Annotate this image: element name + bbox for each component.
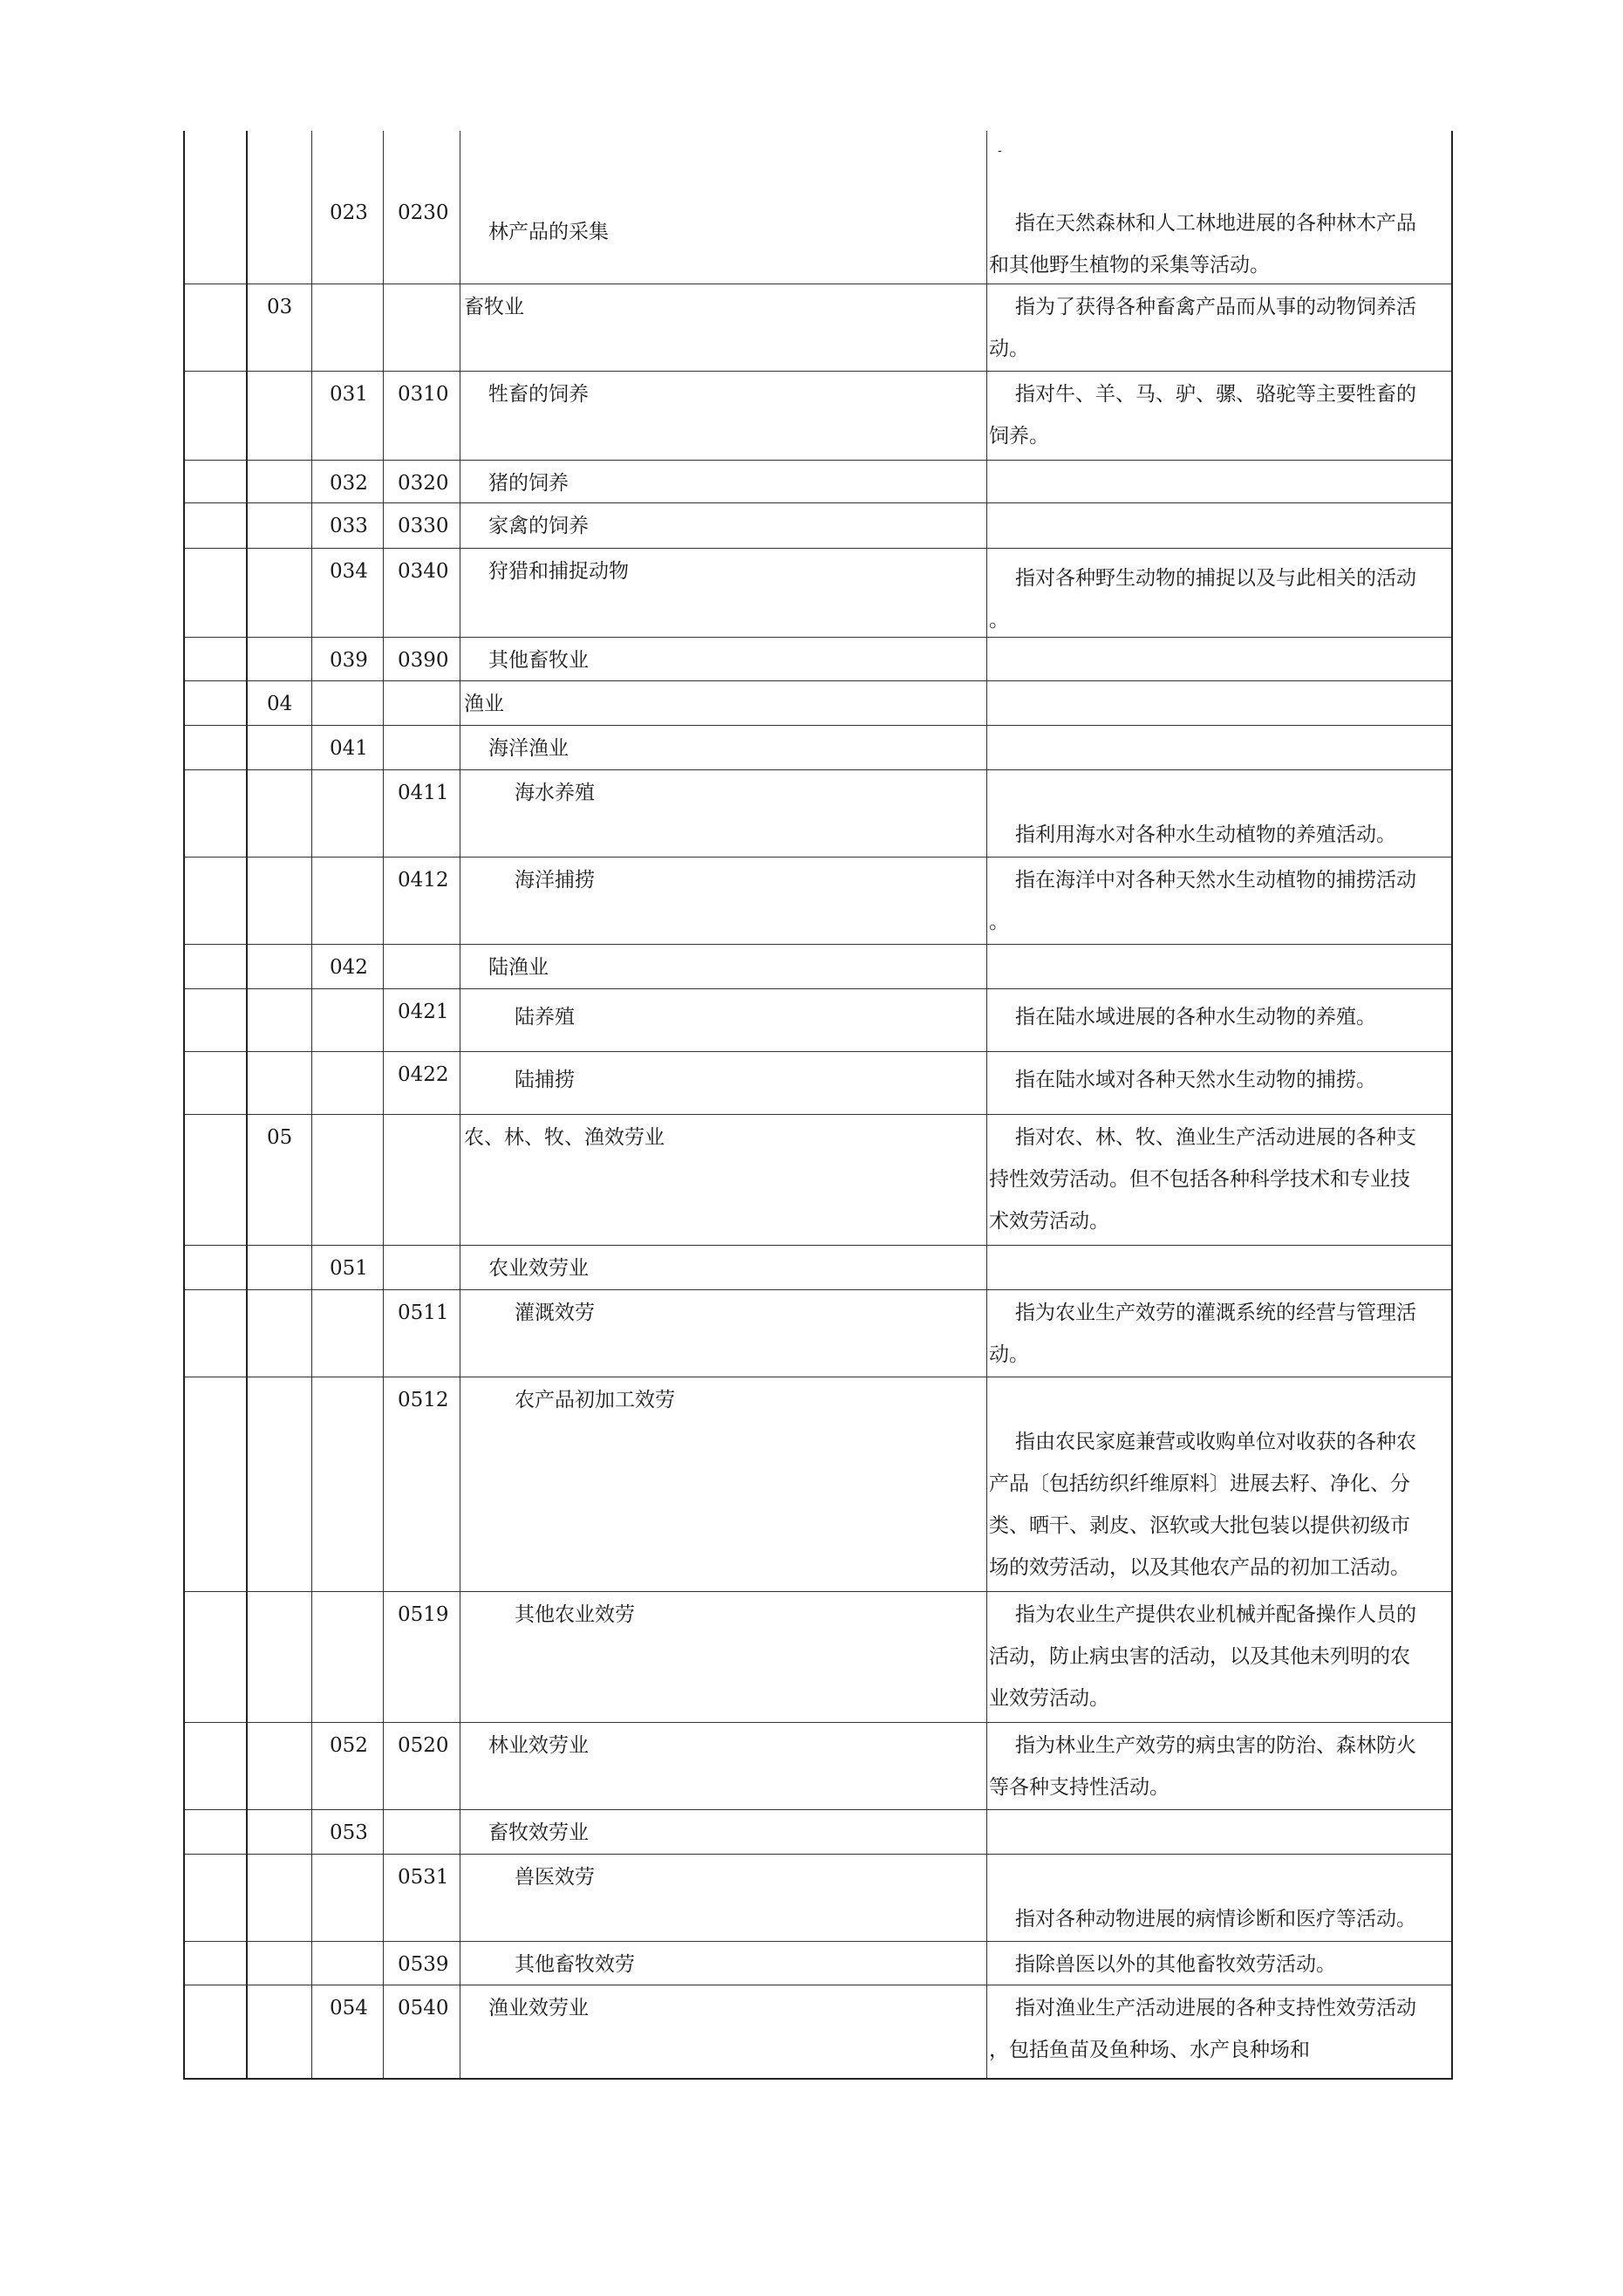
description-cell bbox=[987, 503, 1451, 548]
class-cell bbox=[248, 681, 312, 725]
category-name: 海洋捕捞 bbox=[515, 869, 595, 892]
description-cell bbox=[987, 1246, 1451, 1289]
description-cell bbox=[987, 1115, 1451, 1245]
description-line: 动。 bbox=[989, 338, 1029, 360]
door-cell bbox=[185, 638, 248, 680]
door-cell bbox=[185, 461, 248, 502]
category-name: 陆渔业 bbox=[488, 956, 549, 979]
major-cell bbox=[312, 461, 384, 502]
major-cell bbox=[312, 770, 384, 857]
class-cell bbox=[248, 1942, 312, 1985]
minor-cell bbox=[384, 284, 460, 371]
table-row bbox=[185, 284, 1451, 371]
class-cell bbox=[248, 1246, 312, 1289]
name-cell bbox=[460, 1985, 987, 2078]
table-row bbox=[185, 131, 1451, 284]
category-name: 猪的饲养 bbox=[488, 472, 569, 495]
name-cell bbox=[460, 284, 987, 371]
description-line: 指在陆水域对各种天然水生动物的捕捞。 bbox=[1015, 1069, 1376, 1091]
class-cell bbox=[248, 858, 312, 944]
class-cell bbox=[248, 503, 312, 548]
minor-cell bbox=[384, 1377, 460, 1591]
class-cell bbox=[248, 549, 312, 637]
class-cell bbox=[248, 1810, 312, 1854]
minor-code: 0511 bbox=[398, 1302, 449, 1324]
table-row bbox=[185, 769, 1451, 857]
description-line bbox=[989, 1856, 1448, 1898]
category-name: 林业效劳业 bbox=[488, 1734, 589, 1757]
minor-code: 0390 bbox=[398, 649, 449, 672]
minor-code: 0512 bbox=[398, 1389, 449, 1411]
door-cell bbox=[185, 1810, 248, 1854]
minor-code: 0412 bbox=[398, 869, 449, 892]
minor-cell bbox=[384, 1115, 460, 1245]
description-line: 指由农民家庭兼营或收购单位对收获的各种农 bbox=[1015, 1431, 1416, 1453]
class-code: 03 bbox=[267, 296, 293, 318]
class-cell bbox=[248, 989, 312, 1051]
minor-cell bbox=[384, 549, 460, 637]
description-line: ，包括鱼苗及鱼种场、水产良种场和 bbox=[989, 2039, 1310, 2061]
door-cell bbox=[185, 770, 248, 857]
category-name: 陆捕捞 bbox=[515, 1069, 575, 1091]
minor-cell bbox=[384, 372, 460, 460]
major-cell bbox=[312, 1723, 384, 1809]
table-row bbox=[185, 1377, 1451, 1591]
table-row bbox=[185, 548, 1451, 637]
major-cell bbox=[312, 1115, 384, 1245]
name-cell bbox=[460, 503, 987, 548]
major-cell bbox=[312, 284, 384, 371]
table-row bbox=[185, 460, 1451, 502]
table-row bbox=[185, 1985, 1451, 2078]
class-cell bbox=[248, 1592, 312, 1722]
description-line: 饲养。 bbox=[989, 425, 1049, 448]
major-cell bbox=[312, 681, 384, 725]
description-cell bbox=[987, 945, 1451, 988]
table-row bbox=[185, 988, 1451, 1051]
major-cell bbox=[312, 1052, 384, 1114]
minor-cell bbox=[384, 1810, 460, 1854]
door-cell bbox=[185, 989, 248, 1051]
description-line: 指在陆水域进展的各种水生动物的养殖。 bbox=[1015, 1006, 1376, 1028]
table-row bbox=[185, 725, 1451, 769]
name-cell bbox=[460, 989, 987, 1051]
description-line: 指在海洋中对各种天然水生动植物的捕捞活动 bbox=[1015, 869, 1416, 892]
table-row bbox=[185, 637, 1451, 680]
major-code: 039 bbox=[330, 649, 368, 672]
category-name: 其他畜牧效劳 bbox=[515, 1953, 635, 1976]
category-name: 陆养殖 bbox=[515, 1006, 575, 1028]
door-cell bbox=[185, 1723, 248, 1809]
description-cell bbox=[987, 284, 1451, 371]
door-cell bbox=[185, 1592, 248, 1722]
major-code: 052 bbox=[330, 1734, 368, 1757]
category-name: 畜牧业 bbox=[464, 296, 524, 318]
name-cell bbox=[460, 770, 987, 857]
door-cell bbox=[185, 372, 248, 460]
minor-cell bbox=[384, 1985, 460, 2078]
class-cell bbox=[248, 1855, 312, 1941]
name-cell bbox=[460, 726, 987, 769]
minor-cell bbox=[384, 945, 460, 988]
table-row bbox=[185, 1114, 1451, 1245]
table-row bbox=[185, 1809, 1451, 1854]
minor-cell bbox=[384, 1855, 460, 1941]
category-name: 林产品的采集 bbox=[488, 221, 609, 243]
category-name: 渔业 bbox=[464, 693, 504, 715]
name-cell bbox=[460, 681, 987, 725]
description-line: 活动，防止病虫害的活动，以及其他未列明的农 bbox=[989, 1645, 1410, 1668]
major-code: 031 bbox=[330, 383, 368, 406]
description-line: 术效劳活动。 bbox=[989, 1210, 1109, 1233]
description-cell bbox=[987, 1592, 1451, 1722]
category-name: 家禽的饲养 bbox=[488, 515, 589, 537]
major-cell bbox=[312, 1985, 384, 2078]
class-cell bbox=[248, 1290, 312, 1377]
table-row bbox=[185, 1245, 1451, 1289]
minor-cell bbox=[384, 770, 460, 857]
door-cell bbox=[185, 503, 248, 548]
description-line: 指利用海水对各种水生动植物的养殖活动。 bbox=[1015, 823, 1396, 846]
description-line: 类、晒干、剥皮、沤软或大批包装以提供初级市 bbox=[989, 1514, 1410, 1537]
major-code: 023 bbox=[330, 202, 368, 224]
minor-cell bbox=[384, 989, 460, 1051]
door-cell bbox=[185, 131, 248, 284]
door-cell bbox=[185, 1855, 248, 1941]
category-name: 其他农业效劳 bbox=[515, 1603, 635, 1626]
major-code: 033 bbox=[330, 515, 368, 537]
name-cell bbox=[460, 1810, 987, 1854]
category-name: 农、林、牧、渔效劳业 bbox=[464, 1126, 665, 1149]
name-cell bbox=[460, 549, 987, 637]
door-cell bbox=[185, 858, 248, 944]
table-row bbox=[185, 371, 1451, 460]
table-row bbox=[185, 1591, 1451, 1722]
minor-code: 0422 bbox=[398, 1063, 449, 1086]
minor-code: 0411 bbox=[398, 782, 449, 804]
minor-code: 0531 bbox=[398, 1866, 449, 1889]
description-cell bbox=[987, 1290, 1451, 1377]
door-cell bbox=[185, 1052, 248, 1114]
class-cell bbox=[248, 638, 312, 680]
description-line bbox=[989, 1379, 1448, 1421]
description-line: 指为农业生产提供农业机械并配备操作人员的 bbox=[1015, 1603, 1416, 1626]
category-name: 牲畜的饲养 bbox=[488, 383, 589, 406]
description-cell bbox=[987, 1985, 1451, 2078]
description-cell bbox=[987, 1723, 1451, 1809]
class-cell bbox=[248, 726, 312, 769]
name-cell bbox=[460, 131, 1002, 284]
major-cell bbox=[312, 1246, 384, 1289]
description-cell bbox=[987, 1942, 1451, 1985]
name-cell bbox=[460, 945, 987, 988]
table-row bbox=[185, 1941, 1451, 1985]
description-cell bbox=[987, 770, 1451, 857]
major-cell bbox=[312, 1290, 384, 1377]
minor-code: 0421 bbox=[398, 1001, 449, 1023]
minor-cell bbox=[384, 1592, 460, 1722]
description-line: 指对渔业生产活动进展的各种支持性效劳活动 bbox=[1015, 1997, 1416, 2019]
description-line: 指对牛、羊、马、驴、骡、骆驼等主要牲畜的 bbox=[1015, 383, 1416, 406]
description-line: 指除兽医以外的其他畜牧效劳活动。 bbox=[1015, 1953, 1336, 1976]
minor-cell bbox=[384, 681, 460, 725]
description-line: 和其他野生植物的采集等活动。 bbox=[989, 254, 1270, 277]
header-mark: - bbox=[998, 144, 1002, 158]
minor-code: 0230 bbox=[398, 202, 449, 224]
major-code: 053 bbox=[330, 1821, 368, 1844]
category-name: 兽医效劳 bbox=[515, 1866, 595, 1889]
industry-classification-table bbox=[183, 131, 1453, 2080]
minor-code: 0540 bbox=[398, 1997, 449, 2019]
minor-cell bbox=[384, 1723, 460, 1809]
major-cell bbox=[312, 638, 384, 680]
table-row bbox=[185, 1854, 1451, 1941]
class-cell bbox=[248, 131, 312, 284]
major-code: 054 bbox=[330, 1997, 368, 2019]
name-cell bbox=[460, 1377, 987, 1591]
class-cell bbox=[248, 770, 312, 857]
description-line: 业效劳活动。 bbox=[989, 1687, 1109, 1710]
category-name: 其他畜牧业 bbox=[488, 649, 589, 672]
description-cell bbox=[987, 989, 1451, 1051]
major-cell bbox=[312, 503, 384, 548]
class-cell bbox=[248, 284, 312, 371]
name-cell bbox=[460, 1290, 987, 1377]
description-cell bbox=[987, 726, 1451, 769]
minor-cell bbox=[384, 503, 460, 548]
minor-code: 0320 bbox=[398, 472, 449, 495]
description-line: 产品〔包括纺织纤维原料〕进展去籽、净化、分 bbox=[989, 1473, 1410, 1495]
major-cell bbox=[312, 1855, 384, 1941]
major-cell bbox=[312, 945, 384, 988]
minor-cell bbox=[384, 131, 460, 284]
door-cell bbox=[185, 1115, 248, 1245]
minor-cell bbox=[384, 726, 460, 769]
class-cell bbox=[248, 1985, 312, 2078]
description-cell bbox=[987, 858, 1451, 944]
minor-code: 0330 bbox=[398, 515, 449, 537]
class-cell bbox=[248, 945, 312, 988]
major-code: 034 bbox=[330, 560, 368, 583]
minor-cell bbox=[384, 1052, 460, 1114]
major-cell bbox=[312, 1377, 384, 1591]
name-cell bbox=[460, 1115, 987, 1245]
name-cell bbox=[460, 1246, 987, 1289]
description-line: 指对各种动物进展的病情诊断和医疗等活动。 bbox=[1015, 1908, 1416, 1930]
category-name: 农产品初加工效劳 bbox=[515, 1389, 675, 1411]
description-line: 。 bbox=[989, 911, 1009, 933]
name-cell bbox=[460, 461, 987, 502]
description-cell bbox=[987, 638, 1451, 680]
description-line: 场的效劳活动，以及其他农产品的初加工活动。 bbox=[989, 1556, 1410, 1579]
major-cell bbox=[312, 549, 384, 637]
minor-code: 0539 bbox=[398, 1953, 449, 1976]
minor-cell bbox=[384, 1942, 460, 1985]
door-cell bbox=[185, 1290, 248, 1377]
description-cell bbox=[987, 549, 1451, 637]
door-cell bbox=[185, 726, 248, 769]
major-cell bbox=[312, 372, 384, 460]
description-line: 指为农业生产效劳的灌溉系统的经营与管理活 bbox=[1015, 1302, 1416, 1324]
description-line: 指为了获得各种畜禽产品而从事的动物饲养活 bbox=[1015, 296, 1416, 318]
class-code: 04 bbox=[267, 693, 293, 715]
major-code: 051 bbox=[330, 1257, 368, 1280]
description-cell bbox=[987, 131, 1451, 284]
door-cell bbox=[185, 1985, 248, 2078]
major-cell bbox=[312, 1592, 384, 1722]
name-cell bbox=[460, 1855, 987, 1941]
minor-cell bbox=[384, 858, 460, 944]
description-line: 指对农、林、牧、渔业生产活动进展的各种支 bbox=[1015, 1126, 1416, 1149]
description-cell bbox=[987, 1052, 1451, 1114]
major-cell bbox=[312, 989, 384, 1051]
class-cell bbox=[248, 1377, 312, 1591]
category-name: 渔业效劳业 bbox=[488, 1997, 589, 2019]
description-cell bbox=[987, 1810, 1451, 1854]
class-code: 05 bbox=[267, 1126, 293, 1149]
description-line: 动。 bbox=[989, 1343, 1029, 1366]
major-code: 042 bbox=[330, 956, 368, 979]
category-name: 狩猎和捕捉动物 bbox=[488, 560, 629, 583]
description-line: 持性效劳活动。但不包括各种科学技术和专业技 bbox=[989, 1168, 1410, 1191]
description-line bbox=[989, 772, 1448, 814]
description-line: 。 bbox=[989, 609, 1009, 632]
description-line: 指在天然森林和人工林地进展的各种林木产品 bbox=[1015, 212, 1416, 235]
door-cell bbox=[185, 1942, 248, 1985]
major-code: 032 bbox=[330, 472, 368, 495]
major-cell bbox=[312, 858, 384, 944]
major-cell bbox=[312, 1810, 384, 1854]
class-cell bbox=[248, 1723, 312, 1809]
minor-code: 0520 bbox=[398, 1734, 449, 1757]
minor-cell bbox=[384, 461, 460, 502]
name-cell bbox=[460, 858, 987, 944]
description-cell bbox=[987, 1855, 1451, 1941]
category-name: 农业效劳业 bbox=[488, 1257, 589, 1280]
name-cell bbox=[460, 1723, 987, 1809]
description-cell bbox=[987, 681, 1451, 725]
name-cell bbox=[460, 1942, 987, 1985]
name-cell bbox=[460, 372, 987, 460]
name-cell bbox=[460, 1592, 987, 1722]
class-cell bbox=[248, 1115, 312, 1245]
description-cell bbox=[987, 1377, 1451, 1591]
category-name: 灌溉效劳 bbox=[515, 1302, 595, 1324]
description-cell bbox=[987, 372, 1451, 460]
minor-cell bbox=[384, 638, 460, 680]
description-line: 等各种支持性活动。 bbox=[989, 1776, 1170, 1799]
table-row bbox=[185, 1051, 1451, 1114]
minor-code: 0340 bbox=[398, 560, 449, 583]
table-row bbox=[185, 857, 1451, 944]
door-cell bbox=[185, 1246, 248, 1289]
description-line: 指为林业生产效劳的病虫害的防治、森林防火 bbox=[1015, 1734, 1416, 1757]
category-name: 海水养殖 bbox=[515, 782, 595, 804]
minor-cell bbox=[384, 1290, 460, 1377]
class-cell bbox=[248, 372, 312, 460]
minor-code: 0519 bbox=[398, 1603, 449, 1626]
name-cell bbox=[460, 638, 987, 680]
table-row bbox=[185, 1722, 1451, 1809]
major-cell bbox=[312, 1942, 384, 1985]
category-name: 海洋渔业 bbox=[488, 737, 569, 760]
class-cell bbox=[248, 461, 312, 502]
name-cell bbox=[460, 1052, 987, 1114]
door-cell bbox=[185, 1377, 248, 1591]
door-cell bbox=[185, 681, 248, 725]
door-cell bbox=[185, 284, 248, 371]
major-cell bbox=[312, 726, 384, 769]
description-line: 指对各种野生动物的捕捉以及与此相关的活动 bbox=[1015, 567, 1416, 590]
table-row bbox=[185, 944, 1451, 988]
class-cell bbox=[248, 1052, 312, 1114]
category-name: 畜牧效劳业 bbox=[488, 1821, 589, 1844]
door-cell bbox=[185, 549, 248, 637]
major-code: 041 bbox=[330, 737, 368, 760]
table-row bbox=[185, 1289, 1451, 1377]
description-cell bbox=[987, 461, 1451, 502]
door-cell bbox=[185, 945, 248, 988]
table-row bbox=[185, 680, 1451, 725]
table-row bbox=[185, 502, 1451, 548]
minor-cell bbox=[384, 1246, 460, 1289]
major-cell bbox=[312, 131, 384, 284]
minor-code: 0310 bbox=[398, 383, 449, 406]
